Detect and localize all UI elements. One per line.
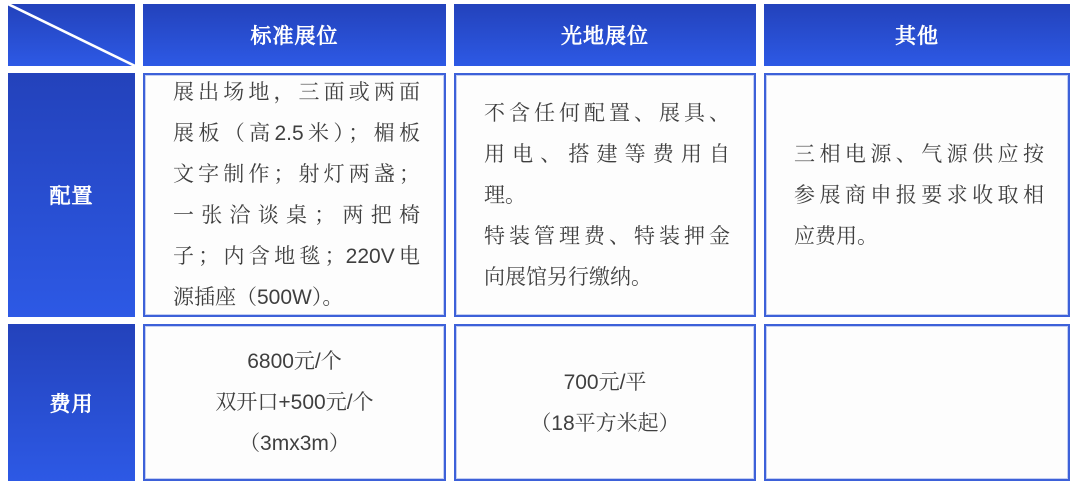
text-line: 6800元/个	[247, 350, 342, 373]
column-header-standard-booth: 标准展位	[143, 4, 446, 66]
column-header-other: 其他	[764, 4, 1070, 66]
booth-pricing-table	[8, 4, 1070, 481]
text-line: 向展馆另行缴纳。	[484, 265, 652, 289]
text-line: 三相电源、气源供应按	[794, 142, 1044, 166]
cell-configuration-raw-space	[454, 73, 756, 317]
text-line: 参展商申报要求收取相	[794, 183, 1044, 207]
diagonal-divider-icon	[8, 4, 135, 66]
corner-cell	[8, 4, 135, 66]
text-line: （18平方米起）	[530, 411, 680, 435]
text-line: 双开口+500元/个	[215, 391, 374, 414]
cell-configuration-other	[764, 73, 1070, 317]
text-line: 用电、搭建等费用自	[484, 142, 730, 166]
text-line: 展板（高2.5米）；楣板	[173, 122, 420, 145]
text-line: 一张洽谈桌；两把椅	[173, 204, 420, 227]
column-header-raw-space-booth: 光地展位	[454, 4, 756, 66]
text-line: 文字制作；射灯两盏；	[173, 163, 420, 186]
text-line: 特装管理费、特装押金	[484, 224, 730, 248]
text-line: 应费用。	[794, 224, 878, 248]
text-line: （3mx3m）	[239, 432, 350, 455]
text-line: 源插座（500W）。	[173, 286, 344, 309]
text-line: 理。	[484, 183, 526, 207]
text-line: 700元/平	[563, 370, 647, 394]
text-line: 不含任何配置、展具、	[484, 101, 730, 125]
row-header-configuration: 配置	[8, 73, 135, 317]
cell-configuration-standard	[143, 73, 446, 317]
cell-fee-raw-space	[454, 324, 756, 481]
row-header-fee: 费用	[8, 324, 135, 481]
text-line: 子；内含地毯；220V电	[173, 245, 420, 268]
cell-fee-standard	[143, 324, 446, 481]
cell-fee-other	[764, 324, 1070, 481]
text-line: 展出场地，三面或两面	[173, 81, 420, 104]
